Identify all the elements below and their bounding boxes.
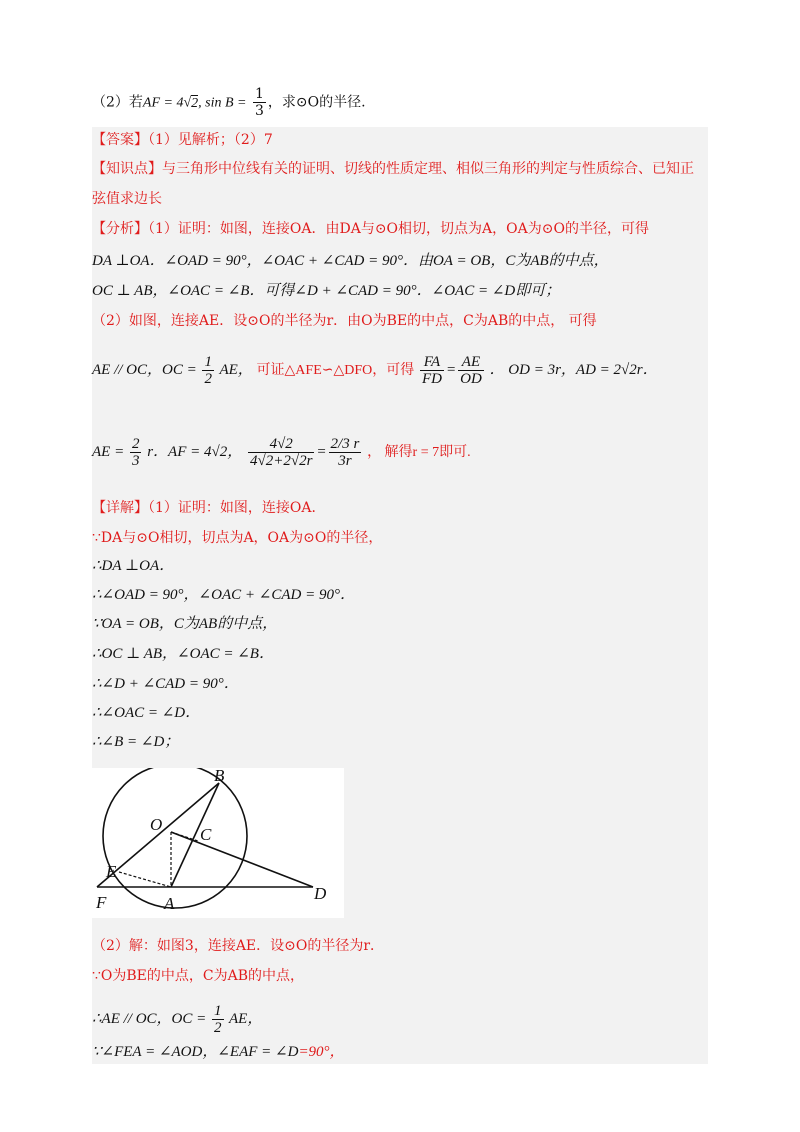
ae-num: AE: [458, 354, 484, 371]
detail-line-9: ∴∠B = ∠D；: [92, 734, 180, 750]
frac-num: 1: [254, 86, 264, 102]
knowledge-tag: 【知识点】: [92, 161, 162, 177]
line-ea: [119, 872, 171, 887]
detail-line-4: ∴∠OAD = 90°，∠OAC + ∠CAD = 90°．: [92, 587, 355, 603]
detail-line-5: ∵OA = OB，C为AB的中点，: [92, 616, 278, 632]
question-sin: , sin B =: [198, 95, 247, 111]
question-part: （2）若: [92, 94, 143, 111]
frac-den: 3: [254, 103, 264, 119]
detail-line-7: ∴∠D + ∠CAD = 90°．: [92, 676, 239, 692]
detail-line-2: ∵DA与⊙O相切，切点为A，OA为⊙O的半径，: [92, 530, 383, 546]
half-num: 1: [204, 354, 212, 370]
part2-line-3: [92, 1003, 262, 1036]
analysis-l6b: r．AF = 4√2，: [147, 443, 243, 460]
part2-l4a: ∵∠FEA = ∠AOD，∠EAF = ∠D: [92, 1044, 299, 1060]
geometry-figure-svg: [92, 768, 344, 918]
analysis-line-4: （2）如图，连接AE．设⊙O的半径为r．由O为BE的中点，C为AB的中点， 可得: [92, 313, 597, 329]
analysis-l6c: ， 解得r = 7即可.: [367, 444, 471, 460]
ae-od-fraction: [458, 354, 484, 387]
three-den: 3: [131, 453, 140, 469]
ratio-num: 4√2: [248, 436, 314, 453]
r-den: 3r: [338, 453, 352, 469]
geometry-figure: [92, 768, 344, 918]
r-num: 2/3 r: [330, 436, 360, 452]
label-f: F: [96, 893, 107, 912]
equals-2: =: [316, 443, 327, 460]
answer-tag: 【答案】: [92, 132, 148, 148]
ratio-den: 4√2+2√2r: [249, 453, 313, 469]
label-d: D: [314, 884, 327, 903]
question-tail: ，求⊙O的半径.: [267, 94, 366, 111]
od-den: OD: [460, 371, 482, 387]
question-fraction: [253, 86, 266, 119]
knowledge-line-1: [92, 159, 694, 179]
knowledge-line-2: 弦值求边长: [92, 191, 162, 207]
fa-fd-fraction: [420, 354, 444, 387]
part2-half-fraction: [212, 1003, 224, 1036]
part2-half-den: 2: [214, 1020, 222, 1036]
two-num: 2: [131, 436, 140, 452]
part2-half-num: 1: [214, 1003, 222, 1019]
analysis-l5c: 可证△AFE∽△DFO，可得: [256, 362, 415, 378]
two-thirds-fraction: [130, 436, 142, 469]
detail-line-8: ∴∠OAC = ∠D．: [92, 705, 201, 721]
af-ratio-fraction: [248, 436, 314, 469]
detail-line-1: [92, 498, 326, 518]
equals: =: [446, 361, 457, 378]
label-b: B: [214, 768, 225, 785]
half-fraction: [202, 354, 214, 387]
detail-line-6: ∴OC ⊥ AB，∠OAC = ∠B．: [92, 646, 274, 662]
part2-line-4: [92, 1042, 345, 1062]
fd-den: FD: [422, 371, 442, 387]
analysis-l5d: ． OD = 3r，AD = 2√2r．: [489, 361, 658, 378]
analysis-text-1: （1）证明：如图，连接OA．由DA与⊙O相切，切点为A，OA为⊙O的半径，可得: [148, 221, 649, 237]
question-line: [92, 86, 366, 119]
label-a: A: [164, 894, 175, 913]
answer-text: （1）见解析；（2）7: [148, 132, 273, 148]
analysis-l6a: AE =: [92, 443, 125, 460]
part2-line-1: （2）解：如图3，连接AE．设⊙O的半径为r．: [92, 938, 385, 954]
r-ratio-fraction: [329, 436, 362, 469]
knowledge-text-1: 与三角形中位线有关的证明、切线的性质定理、相似三角形的判定与性质综合、已知正: [162, 161, 694, 177]
analysis-line-3: OC ⊥ AB，∠OAC = ∠B．可得∠D + ∠CAD = 90°．∠OAC = ∠D即可；: [92, 283, 561, 299]
analysis-line-1: [92, 219, 649, 239]
label-c: C: [200, 825, 212, 844]
question-af: AF = 4: [142, 95, 184, 111]
analysis-l5b: AE，: [219, 361, 253, 378]
analysis-line-2: DA ⊥OA．∠OAD = 90°，∠OAC + ∠CAD = 90°．由OA = OB，C为AB的中点，: [92, 253, 609, 269]
fa-num: FA: [420, 354, 444, 371]
part2-l3a: ∴AE // OC，OC =: [92, 1010, 207, 1027]
detail-text-1: （1）证明：如图，连接OA．: [148, 500, 326, 516]
answer-line: [92, 130, 273, 150]
sqrt-symbol: √: [183, 95, 192, 111]
analysis-l5a: AE // OC，OC =: [92, 361, 197, 378]
detail-line-3: ∴DA ⊥OA．: [92, 558, 175, 574]
part2-l3b: AE，: [229, 1010, 263, 1027]
part2-line-2: ∵O为BE的中点，C为AB的中点，: [92, 968, 305, 984]
analysis-line-5: [92, 354, 658, 387]
line-od: [171, 832, 313, 887]
label-o: O: [150, 815, 163, 834]
analysis-tag: 【分析】: [92, 221, 148, 237]
question-sqrt-value: 2: [191, 95, 199, 111]
part2-l4b: =90°，: [298, 1044, 345, 1060]
detail-tag: 【详解】: [92, 500, 148, 516]
analysis-line-6: [92, 436, 471, 469]
half-den: 2: [204, 371, 212, 387]
label-e: E: [106, 862, 117, 881]
